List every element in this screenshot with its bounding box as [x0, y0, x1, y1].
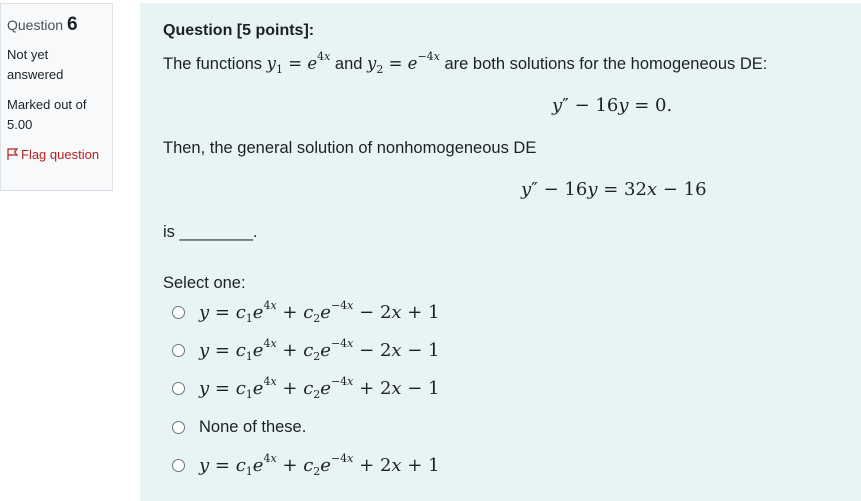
- question-title: Question [5 points]:: [163, 22, 315, 39]
- question-label: Question: [7, 17, 64, 33]
- radio-button[interactable]: [172, 459, 185, 472]
- math-y1: $y_1 = e^{4x}$: [266, 50, 331, 76]
- question-state: Not yet answered: [7, 47, 64, 82]
- answer-option-e[interactable]: [172, 453, 440, 477]
- math-y2: $y_2 = e^{-4x}$: [367, 50, 440, 76]
- question-number: [7, 14, 106, 36]
- answer-option-c[interactable]: [172, 376, 440, 400]
- homogeneous-equation: y″ − 16y = 0.: [552, 95, 673, 116]
- question-content: [140, 3, 861, 501]
- option-b-math: $y = c_1e^{4x} + c_2e^{-4x} - 2x - 1$: [199, 336, 440, 363]
- option-c-math: $y = c_1e^{4x} + c_2e^{-4x} + 2x - 1$: [199, 374, 440, 401]
- option-a-math: $y = c_1e^{4x} + c_2e^{-4x} - 2x + 1$: [199, 298, 440, 325]
- flag-icon: [7, 148, 18, 160]
- answer-option-d[interactable]: [172, 415, 306, 439]
- tail-text: are both solutions for the homogeneous DE:: [444, 55, 768, 73]
- answer-option-b[interactable]: [172, 338, 440, 362]
- flag-label: Flag question: [21, 147, 100, 162]
- intro-text: The functions: [163, 55, 263, 73]
- question-info-panel: [0, 3, 113, 191]
- question-grade: Marked out of 5.00: [7, 97, 87, 132]
- option-e-math: $y = c_1e^{4x} + c_2e^{-4x} + 2x + 1$: [199, 451, 440, 478]
- question-number-value: 6: [66, 14, 78, 35]
- answer-option-a[interactable]: [172, 300, 440, 324]
- select-one-label: Select one:: [163, 274, 246, 292]
- flag-question-link[interactable]: [7, 145, 106, 165]
- blank-line: is ________.: [163, 223, 258, 241]
- question-statement: [163, 50, 768, 76]
- radio-button[interactable]: [172, 344, 185, 357]
- general-solution-text: Then, the general solution of nonhomogeneous DE: [163, 139, 537, 157]
- option-d-label: None of these.: [199, 417, 307, 436]
- radio-button[interactable]: [172, 306, 185, 319]
- radio-button[interactable]: [172, 421, 185, 434]
- and-text: and: [334, 55, 363, 73]
- nonhomogeneous-equation: y″ − 16y = 32x − 16: [521, 179, 707, 200]
- radio-button[interactable]: [172, 382, 185, 395]
